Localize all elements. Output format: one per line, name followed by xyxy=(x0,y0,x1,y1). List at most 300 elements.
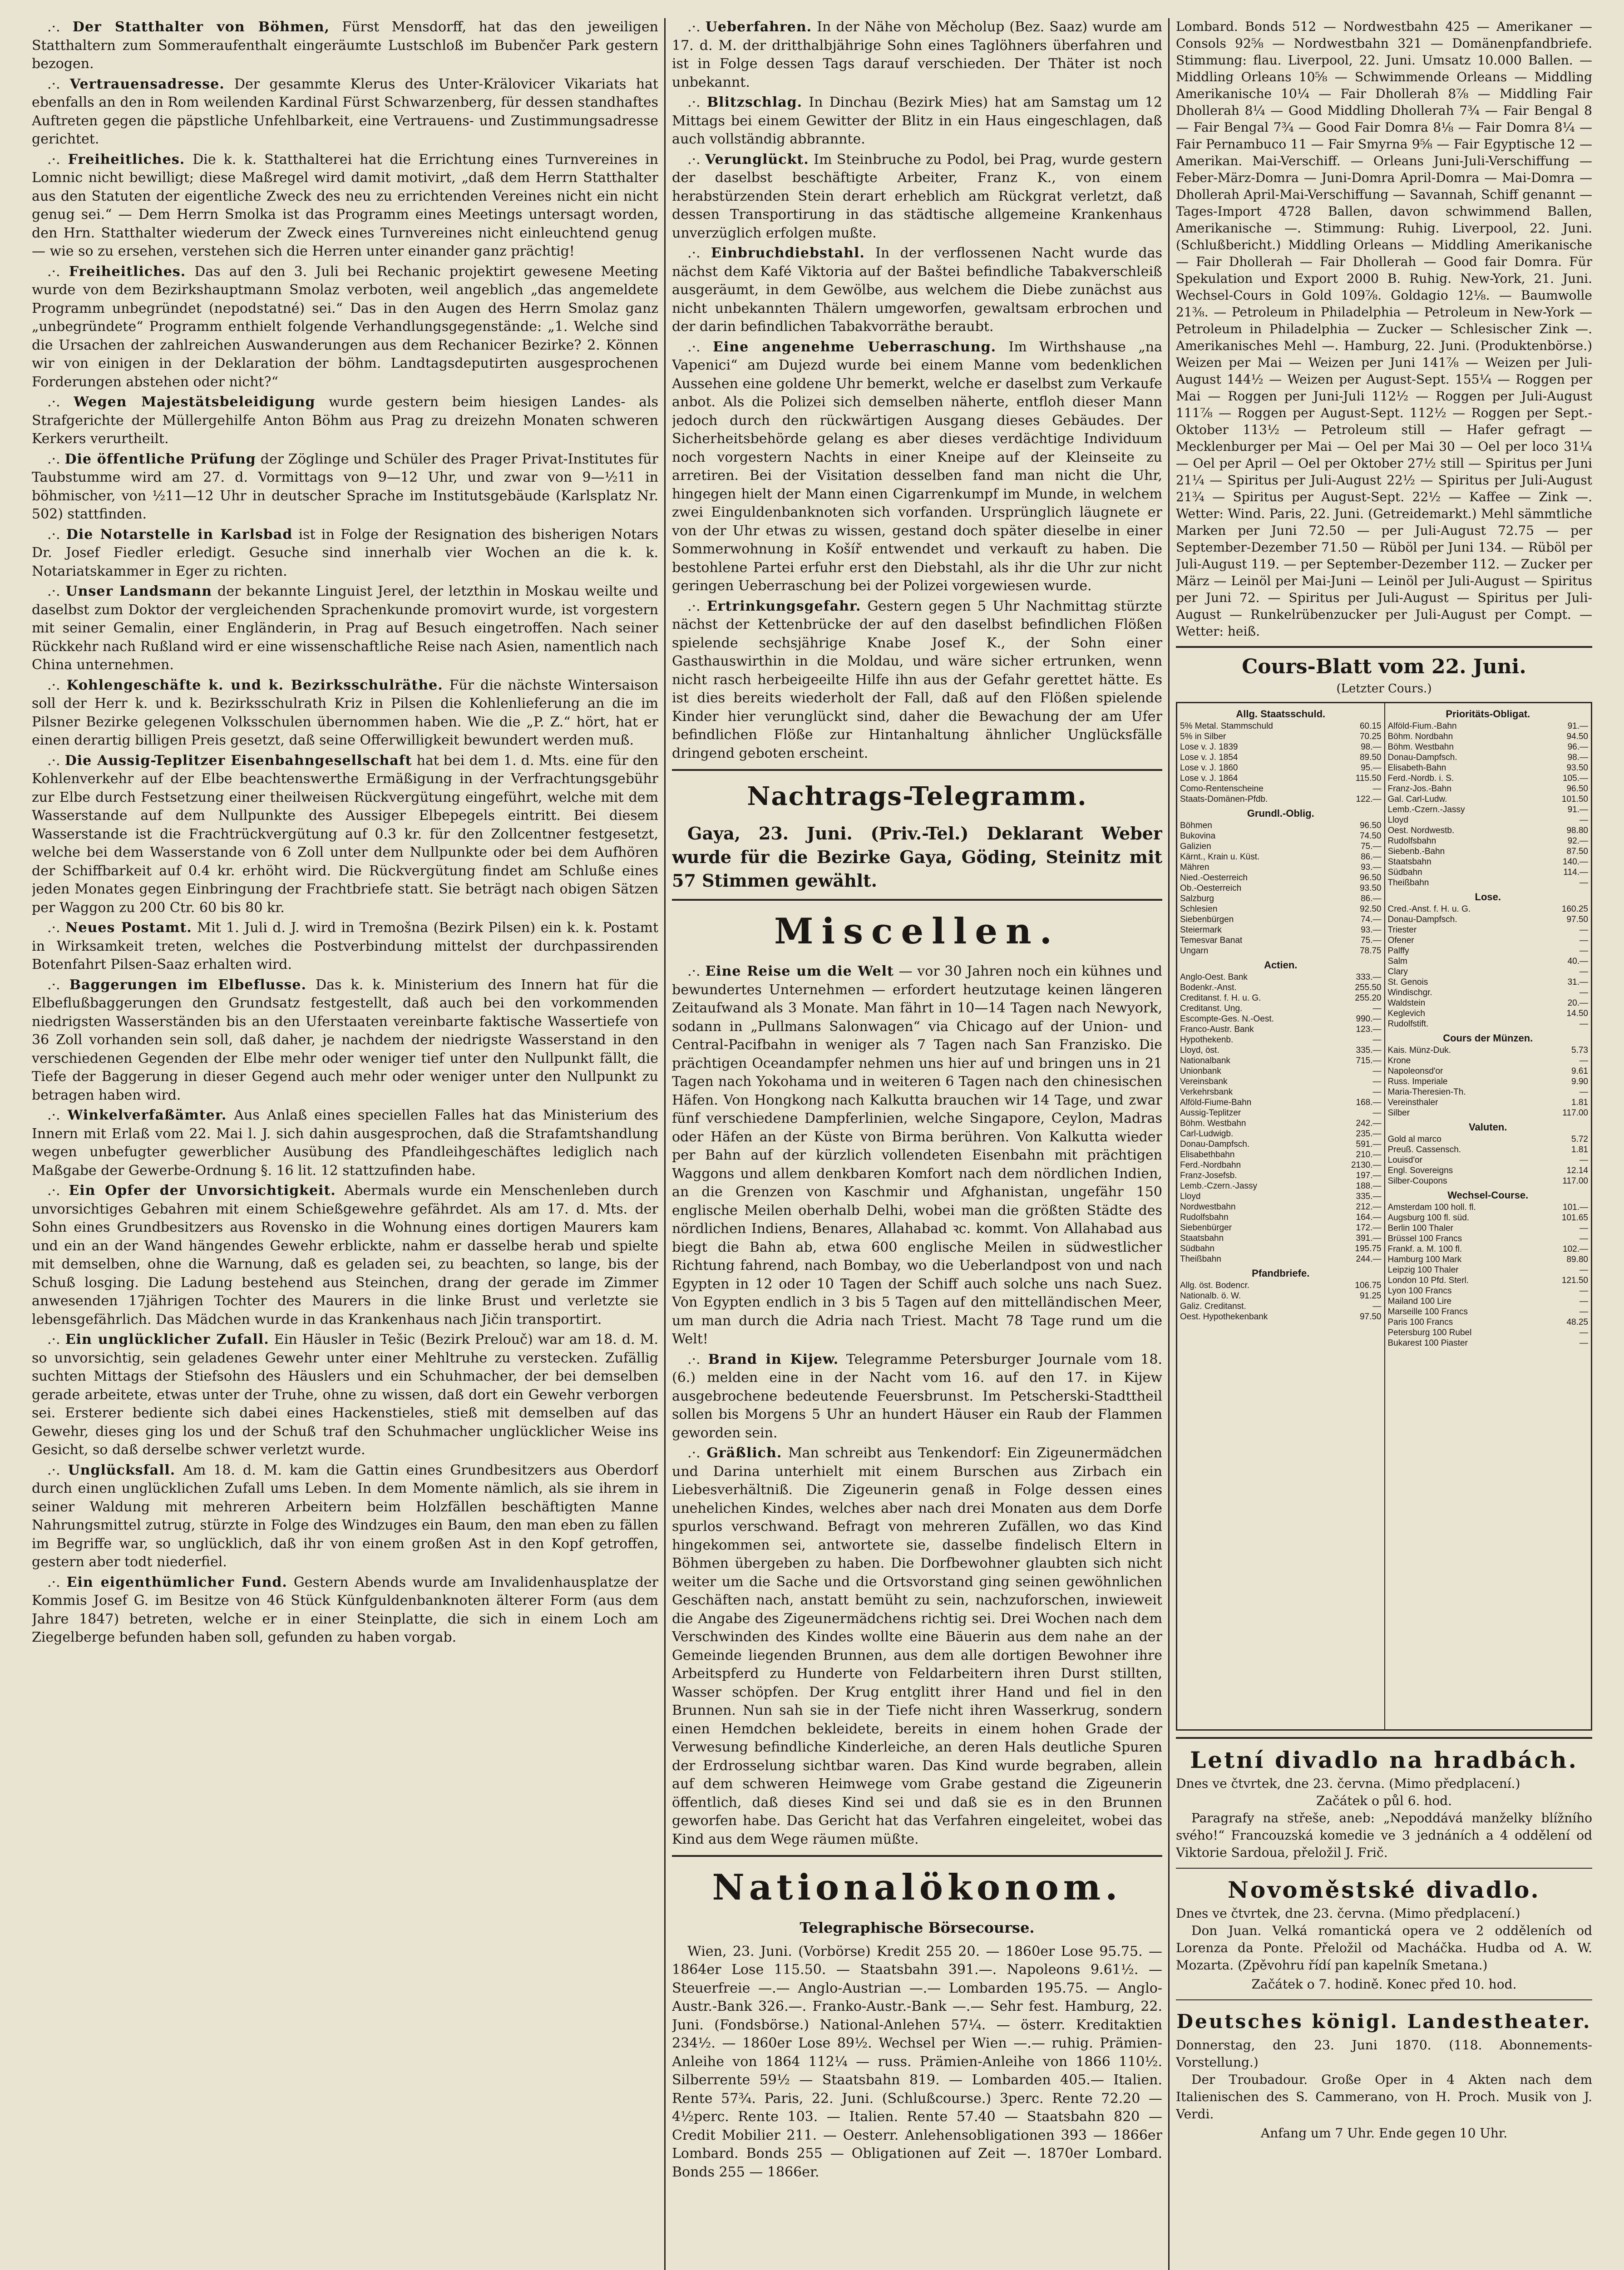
kurs-name: Paris 100 Francs xyxy=(1387,1317,1453,1327)
item-text: Gestern gegen 5 Uhr Nachmittag stürzte nächst der Kettenbrücke der auf den daselbst befindlichen Flößen spielende sechsjährige Knabe Josef K., der Sohn einer Gasthauswirthin in die Moldau, und wäre sicher ertrunken, wenn nicht rasch herbeigeeilte Hilfe ihn aus der Gefahr gerettet hätte. Es ist dies bereits wiederholt der Fall, daß auf den Flößen spielende Kinder hier verunglückt sind, daher die Bewachung der am Ufer befindlichen Flöße zur Hintanhaltung ähnlicher Unglücksfälle dringend geboten erscheint. xyxy=(672,598,1162,761)
kurs-row xyxy=(1388,731,1589,742)
kurs-name: Siebenbürger xyxy=(1180,1223,1232,1233)
kurs-row xyxy=(1180,763,1382,773)
kurs-row xyxy=(1180,752,1382,763)
kurs-name: Nationalbank xyxy=(1180,1056,1230,1066)
item-lead: Kohlengeschäfte k. und k. Bezirksschulräthe. xyxy=(66,677,443,693)
kurs-value: — xyxy=(1580,1286,1588,1296)
kurs-row xyxy=(1388,878,1589,888)
kurs-value: 96.50 xyxy=(1566,784,1588,794)
kurs-row xyxy=(1388,815,1589,825)
section-rule xyxy=(1176,1868,1592,1869)
kurs-name: Vereinsthaler xyxy=(1387,1097,1438,1107)
item-lead: Wegen Majestätsbeleidigung xyxy=(74,394,316,410)
kurs-row xyxy=(1180,1014,1382,1024)
kurs-value: 74.— xyxy=(1361,914,1382,924)
news-item xyxy=(32,393,658,449)
kurs-value: 106.75 xyxy=(1355,1280,1382,1290)
kurs-row xyxy=(1388,825,1589,836)
kurs-row xyxy=(1180,1191,1382,1202)
kurs-value: — xyxy=(1580,1327,1588,1337)
kurs-row xyxy=(1180,1170,1382,1181)
news-item xyxy=(32,582,658,675)
kurs-value: 97.50 xyxy=(1566,914,1588,924)
item-marker: .·. xyxy=(687,1445,707,1461)
kurs-name: Bukarest 100 Piaster xyxy=(1387,1338,1468,1348)
kurs-row xyxy=(1180,993,1382,1003)
kurs-name: Brüssel 100 Francs xyxy=(1387,1234,1462,1244)
item-marker: .·. xyxy=(47,263,69,280)
kurs-value: — xyxy=(1580,1223,1588,1233)
kurs-row xyxy=(1180,1254,1382,1264)
kurs-row xyxy=(1388,1176,1589,1186)
kurs-value: 188.— xyxy=(1356,1181,1382,1191)
kurs-row xyxy=(1180,914,1382,925)
kurs-row xyxy=(1180,1087,1382,1097)
kurs-value: — xyxy=(1580,1234,1588,1244)
kurs-value: 98.80 xyxy=(1566,825,1588,835)
nachtrag-title: Nachtrags-Telegramm. xyxy=(747,781,1087,811)
column-middle xyxy=(672,18,1162,2270)
kurs-value: 172.— xyxy=(1356,1223,1382,1233)
item-text: In Dinchau (Bezirk Mies) hat am Samstag um 12 Mittags bei einem Gewitter der Blitz in ein Haus eingeschlagen, daß auch vollständig abbrannte. xyxy=(672,94,1162,147)
news-item xyxy=(672,597,1162,763)
boerse-subtitle: Telegraphische Börsecourse. xyxy=(800,1919,1035,1936)
kurs-value: 9.90 xyxy=(1571,1076,1588,1086)
kurs-name: Creditanst. Ung. xyxy=(1180,1003,1243,1013)
item-text: Im Wirthshause „na Vapenici“ am Dujezd wurde bei einem Manne vom bedenklichen Aussehen eine goldene Uhr bemerkt, welche er daselbst zum Verkaufe anbot. Als die Polizei sich demselben näherte, entfloh dieser Mann jedoch durch den rückwärtigen Ausgang dieses Gebäudes. Der Sicherheitsbehörde gelang es aber dieses verdächtige Individuum noch vorgestern Nachts in einer Kneipe auf der Kleinseite zu arretiren. Bei der Visitation desselben fand man nicht die Uhr, hingegen hielt der Mann einen Cigarrenkumpf im Munde, in welchem zwei Einguldenbanknoten sich vorfanden. Ursprünglich läugnete er von der Uhr etwas zu wissen, gestand doch später dieselbe in einer Sommerwohnung in Košíř entwendet und verkauft zu haben. Die bestohlene Partei erfuhr erst den Diebstahl, als ihr die Uhr zur nicht geringen Ueberraschung bei der Polizei vorgewiesen wurde. xyxy=(672,339,1162,594)
kurs-value: 335.— xyxy=(1356,1045,1382,1055)
kurs-value: 93.50 xyxy=(1566,763,1588,773)
kurs-value: — xyxy=(1372,1003,1382,1013)
news-item xyxy=(32,526,658,581)
kurs-value: 117.00 xyxy=(1562,1108,1588,1118)
kurs-value: 31.— xyxy=(1567,977,1588,987)
column-local-news xyxy=(32,18,658,2270)
kurs-value: 96.— xyxy=(1567,742,1588,752)
item-lead: Unglücksfall. xyxy=(68,1462,176,1478)
theatre3-body: Der Troubadour. Große Oper in 4 Akten nach dem Italienischen des S. Cammerano, von H. Proch. Musik von J. Verdi. xyxy=(1176,2072,1592,2122)
item-lead: Baggerungen im Elbeflusse. xyxy=(69,977,306,993)
news-item xyxy=(672,151,1162,243)
kurs-name: Böhm. Westbahn xyxy=(1387,742,1454,752)
kurs-value: 101.50 xyxy=(1561,794,1588,804)
news-item xyxy=(672,244,1162,336)
kurs-name: Rudolfsbahn xyxy=(1387,836,1436,846)
kurs-name: Hamburg 100 Mark xyxy=(1387,1254,1462,1264)
column-rule xyxy=(664,18,666,2270)
kurs-row xyxy=(1388,1145,1589,1155)
kurs-value: 990.— xyxy=(1356,1014,1382,1024)
kurs-name: Frankf. a. M. 100 fl. xyxy=(1387,1244,1462,1254)
item-marker: .·. xyxy=(687,19,706,35)
kurs-value: 114.— xyxy=(1563,867,1588,877)
kurs-row xyxy=(1388,846,1589,857)
kurs-name: Lloyd xyxy=(1180,1191,1201,1201)
kurs-name: Lemb.-Czern.-Jassy xyxy=(1387,804,1465,814)
item-lead: Verunglückt. xyxy=(705,151,809,168)
theatre3-title: Deutsches königl. Landestheater. xyxy=(1176,2010,1592,2033)
kurs-value: 591.— xyxy=(1356,1139,1382,1149)
kurs-value: 14.50 xyxy=(1566,1008,1588,1018)
kurs-row xyxy=(1388,794,1589,804)
kurs-row xyxy=(1180,1003,1382,1014)
item-text: Für die nächste Wintersaison soll der Herr k. und k. Bezirksschulrath Kriz in Pilsen die Kohlenlieferung an die im Pilsner Bezirke gelegenen Volksschulen übernommen haben. Wie die „P. Z.“ hört, hat er einen derartig billigen Preis gesetzt, daß seine Offerwilligkeit bewundert werden muß. xyxy=(32,677,658,748)
kurs-row xyxy=(1180,1181,1382,1191)
item-lead: Ein Opfer der Unvorsichtigkeit. xyxy=(69,1183,336,1199)
kurs-name: Creditanst. f. H. u. G. xyxy=(1180,993,1261,1003)
kurs-value: — xyxy=(1372,1066,1382,1076)
item-lead: Ueberfahren. xyxy=(705,19,812,35)
kurs-row xyxy=(1388,857,1589,867)
item-marker: .·. xyxy=(47,977,69,993)
kurs-value: — xyxy=(1580,815,1588,825)
kurs-name: 5% in Silber xyxy=(1180,731,1226,741)
kurs-name: Lemb.-Czern.-Jassy xyxy=(1180,1181,1257,1191)
kurs-value: — xyxy=(1580,1296,1588,1306)
item-text: ist in Folge der Resignation des bisherigen Notars Dr. Josef Fiedler erledigt. Gesuche sind innerhalb vier Wochen an die k. k. Notariatskammer in Eger zu richten. xyxy=(32,526,658,579)
kurs-row xyxy=(1180,1312,1382,1322)
news-item xyxy=(32,1182,658,1329)
item-marker: .·. xyxy=(687,245,711,261)
kurs-value: — xyxy=(1580,1056,1588,1066)
kurs-name: Franco-Austr. Bank xyxy=(1180,1024,1254,1034)
kurs-value: 121.50 xyxy=(1561,1275,1588,1285)
item-text: Am 18. d. M. kam die Gattin eines Grundbesitzers aus Oberdorf durch einen unglücklichen Zufall ums Leben. In dem Momente nämlich, als sie ihrem in seiner Waldung mit mehreren Arbeitern beim Holzfällen beschäftigten Manne Nahrungsmittel zutrug, stürzte in Folge des Windzuges ein Baum, den man eben zu fällen im Begriffe war, so unglücklich, daß ihr von einem großen Ast in den Kopf getroffen, gestern aber todt niederfiel. xyxy=(32,1462,658,1570)
kurs-row xyxy=(1388,721,1589,731)
kurs-row xyxy=(1180,1291,1382,1301)
news-item xyxy=(32,1331,658,1460)
item-lead: Unser Landsmann xyxy=(65,583,212,599)
kurs-name: Lyon 100 Francs xyxy=(1387,1286,1452,1296)
kurs-value: 195.75 xyxy=(1355,1244,1382,1253)
kurs-name: Louisd'or xyxy=(1387,1155,1423,1165)
kurs-row xyxy=(1388,967,1589,977)
kurs-row xyxy=(1180,982,1382,993)
kurs-name: Unionbank xyxy=(1180,1066,1221,1076)
kurs-name: Böhm. Westbahn xyxy=(1180,1118,1246,1128)
kurs-name: Bodenkr.-Anst. xyxy=(1180,982,1237,992)
item-lead: Freiheitliches. xyxy=(68,151,185,168)
kurs-section-head: Grundl.-Oblig. xyxy=(1247,807,1314,819)
kurs-value: 164.— xyxy=(1356,1212,1382,1222)
kurs-name: Engl. Sovereigns xyxy=(1387,1165,1453,1175)
news-item xyxy=(672,962,1162,1349)
kurs-section-head: Lose. xyxy=(1475,891,1501,903)
kurs-value: 242.— xyxy=(1356,1118,1382,1128)
kurs-row xyxy=(1180,1076,1382,1087)
item-marker: .·. xyxy=(47,583,66,599)
kurs-row xyxy=(1180,721,1382,731)
kurs-name: Theißbahn xyxy=(1180,1254,1221,1264)
kurs-value: 91.— xyxy=(1567,804,1588,814)
kurs-name: Hypothekenb. xyxy=(1180,1035,1234,1045)
kurs-row xyxy=(1180,1202,1382,1212)
kurs-row xyxy=(1180,946,1382,956)
kurs-value: 2130.— xyxy=(1351,1160,1382,1170)
kurs-row xyxy=(1388,998,1589,1008)
news-item xyxy=(672,94,1162,149)
kurs-row xyxy=(1180,1244,1382,1254)
kurs-row xyxy=(1388,946,1589,956)
item-text: In der Nähe von Měcholup (Bez. Saaz) wurde am 17. d. M. der dritthalbjährige Sohn eines Taglöhners überfahren und ist in Folge dessen Tags darauf verschieden. Der Thäter ist noch unbekannt. xyxy=(672,19,1162,90)
kurs-name: Donau-Dampfsch. xyxy=(1180,1139,1250,1149)
news-item xyxy=(32,263,658,392)
kurs-name: Mähren xyxy=(1180,862,1209,872)
kurs-name: Kärnt., Krain u. Küst. xyxy=(1180,852,1260,862)
nachtrag-body: Gaya, 23. Juni. (Priv.-Tel.) Deklarant Weber wurde für die Bezirke Gaya, Göding, Steinitz mit 57 Stimmen gewählt. xyxy=(672,823,1162,891)
kurs-name: Gold al marco xyxy=(1387,1134,1441,1144)
kurs-name: Theißbahn xyxy=(1387,878,1429,888)
kurs-name: Lose v. J. 1854 xyxy=(1180,752,1238,762)
kurs-name: Ferd.-Nordb. i. S. xyxy=(1387,773,1454,783)
kurs-row xyxy=(1180,1160,1382,1170)
kurs-value: 93.— xyxy=(1361,925,1382,935)
kurs-name: Franz-Jos.-Bahn xyxy=(1387,784,1451,794)
kurs-value: 95.— xyxy=(1361,763,1382,773)
kurs-value: — xyxy=(1580,1265,1588,1275)
item-text: der bekannte Linguist Jerel, der letzthin in Moskau weilte und daselbst zum Doktor der vergleichenden Sprachenkunde promovirt wurde, ist vorgestern mit seiner Gemalin, einer Engländerin, in Prag auf Besuch eingetroffen. Nach seiner Rückkehr nach Rußland wird er eine wissenschaftliche Reise nach Asien, namentlich nach China unternehmen. xyxy=(32,583,658,673)
section-rule xyxy=(672,899,1162,901)
newspaper-page xyxy=(32,18,1592,2270)
theatre1-body: Paragrafy na střeše, aneb: „Nepoddává manželky blížního svého!“ Francouzská komedie ve 3 jednáních a 4 oddělení od Viktorie Sardoua, přeložil J. Frič. xyxy=(1176,1810,1592,1860)
item-lead: Ertrinkungsgefahr. xyxy=(706,598,861,614)
kurs-name: 5% Metal. Stammschuld xyxy=(1180,721,1273,731)
kurs-right xyxy=(1384,703,1591,1729)
section-rule xyxy=(1176,646,1592,648)
kurs-value: 5.72 xyxy=(1571,1134,1588,1144)
theatre1-title: Letní divadlo na hradbách. xyxy=(1190,1746,1578,1773)
kurs-name: Staatsbahn xyxy=(1387,857,1431,867)
item-lead: Ein eigenthümlicher Fund. xyxy=(66,1574,287,1590)
theatre3-start: Anfang um 7 Uhr. Ende gegen 10 Uhr. xyxy=(1260,2125,1508,2141)
kurs-name: Staatsbahn xyxy=(1180,1233,1224,1243)
kurs-value: 117.00 xyxy=(1562,1176,1588,1186)
kurs-name: Schlesien xyxy=(1180,904,1218,914)
kurs-value: — xyxy=(1580,987,1588,997)
kurs-value: 255.20 xyxy=(1355,993,1382,1003)
news-item xyxy=(672,338,1162,596)
news-item xyxy=(32,676,658,750)
kurs-value: — xyxy=(1580,925,1588,935)
kurs-value: 93.— xyxy=(1361,862,1382,872)
kurs-row xyxy=(1388,1202,1589,1213)
kurs-name: Siebenb.-Bahn xyxy=(1387,846,1445,856)
kurs-name: Amsterdam 100 holl. fl. xyxy=(1387,1202,1476,1212)
kurs-name: Marseille 100 Francs xyxy=(1387,1307,1468,1317)
kurs-value: 89.80 xyxy=(1566,1254,1588,1264)
kurs-row xyxy=(1388,1045,1589,1056)
kurs-value: — xyxy=(1580,878,1588,888)
kurs-name: Südbahn xyxy=(1387,867,1422,877)
kurs-row xyxy=(1180,831,1382,841)
news-item xyxy=(32,1106,658,1180)
kurs-row xyxy=(1388,977,1589,987)
miscellen-items xyxy=(672,962,1162,1849)
kurs-name: Oest. Hypothekenbank xyxy=(1180,1312,1268,1322)
kurs-name: Ofener xyxy=(1387,935,1414,945)
item-text: In der verflossenen Nacht wurde das nächst dem Kafé Viktoria auf der Baštei befindliche Tabakverschleiß ausgeräumt, in dem Gewölbe, aus welchem die Diebe zunächst aus nicht unbekannten Thälern umgeworfen, gewaltsam erbrochen und der darin befindlichen Tabakvorräthe beraubt. xyxy=(672,245,1162,335)
kurs-row xyxy=(1180,873,1382,883)
kurs-row xyxy=(1388,804,1589,815)
kurs-row xyxy=(1180,1097,1382,1108)
kurs-value: — xyxy=(1372,1087,1382,1097)
kurs-row xyxy=(1388,1165,1589,1176)
kurs-value: 140.— xyxy=(1563,857,1588,867)
kurs-name: Krone xyxy=(1387,1056,1411,1066)
kurs-row xyxy=(1180,925,1382,935)
kurs-name: Staats-Domänen-Pfdb. xyxy=(1180,794,1268,804)
kurs-row xyxy=(1180,1024,1382,1035)
kurs-section-head: Prioritäts-Obligat. xyxy=(1446,708,1530,720)
kurs-row xyxy=(1180,784,1382,794)
kurs-row xyxy=(1388,956,1589,967)
kurs-name: Allg. öst. Bodencr. xyxy=(1180,1280,1250,1290)
news-item xyxy=(32,1574,658,1647)
item-marker: .·. xyxy=(47,526,66,543)
item-text: Gestern Abends wurde am Invalidenhausplatze der Kommis Josef G. im Besitze von 46 Stück Künfguldenbanknoten älterer Form (aus dem Jahre 1847) betreten, welche er in einer Steinplatte, die sich in einem Loch am Ziegelberge befunden haben soll, gefunden zu haben vorgab. xyxy=(32,1574,658,1645)
kurs-value: 160.25 xyxy=(1561,904,1588,914)
kurs-row xyxy=(1180,731,1382,742)
kurs-name: Salm xyxy=(1387,956,1407,966)
kurs-value: 1.81 xyxy=(1571,1097,1588,1107)
kurs-name: Ferd.-Nordbahn xyxy=(1180,1160,1241,1170)
kurs-value: 86.— xyxy=(1361,852,1382,862)
kurs-name: Gal. Carl-Ludw. xyxy=(1387,794,1447,804)
kurs-value: 75.— xyxy=(1361,841,1382,851)
kurs-value: 333.— xyxy=(1356,972,1382,982)
item-lead: Blitzschlag. xyxy=(706,94,803,110)
column-rule xyxy=(1168,18,1170,2270)
kurs-row xyxy=(1388,1317,1589,1327)
kurs-name: Lose v. J. 1864 xyxy=(1180,773,1238,783)
item-marker: .·. xyxy=(47,151,68,168)
news-item xyxy=(32,752,658,918)
item-lead: Freiheitliches. xyxy=(69,263,186,280)
kurs-row xyxy=(1388,836,1589,846)
item-text: Im Steinbruche zu Podol, bei Prag, wurde gestern der daselbst beschäftigte Arbeiter, Franz K., von einem herabstürzenden Stein derart erheblich am Rückgrat verletzt, daß dessen Transportirung in das städtische allgemeine Krankenhaus unverzüglich erfolgen mußte. xyxy=(672,151,1162,241)
item-text: Mit 1. Juli d. J. wird in Tremošna (Bezirk Pilsen) ein k. k. Postamt in Wirksamkeit treten, welches die Postverbindung mittelst der durchpassirenden Botenfahrt Pilsen-Saaz erhalten wird. xyxy=(32,920,658,972)
kurs-name: Elisabeth-Bahn xyxy=(1387,763,1446,773)
miscellen-title: Miscellen. xyxy=(774,911,1060,952)
kurs-row xyxy=(1388,1327,1589,1338)
kurs-name: Keglevich xyxy=(1387,1008,1425,1018)
item-lead: Gräßlich. xyxy=(706,1445,782,1461)
kurs-value: 115.50 xyxy=(1355,773,1382,783)
kurs-value: 101.65 xyxy=(1561,1213,1588,1223)
kurs-row xyxy=(1180,1066,1382,1076)
kurs-value: 48.25 xyxy=(1566,1317,1588,1327)
item-marker: .·. xyxy=(47,1332,65,1347)
kurs-name: Clary xyxy=(1387,967,1408,977)
kurs-value: 40.— xyxy=(1567,956,1588,966)
kurs-value: 210.— xyxy=(1356,1150,1382,1160)
item-marker: .·. xyxy=(47,752,65,769)
news-item xyxy=(32,976,658,1105)
kurs-name: Lloyd, öst. xyxy=(1180,1045,1219,1055)
theatre3-date: Donnerstag, den 23. Juni 1870. (118. Abonnements-Vorstellung.) xyxy=(1176,2037,1592,2070)
kurs-name: London 10 Pfd. Sterl. xyxy=(1387,1275,1469,1285)
kurs-value: 197.— xyxy=(1356,1170,1382,1180)
kurs-row xyxy=(1388,1275,1589,1286)
kurs-name: Petersburg 100 Rubel xyxy=(1387,1327,1472,1337)
item-lead: Neues Postamt. xyxy=(65,920,192,936)
item-text: hat bei dem 1. d. Mts. eine für den Kohlenverkehr auf der Elbe beachtenswerthe Ermäßigung in der Verfrachtungsgebühr zur Elbe durch Festsetzung einer theilweisen Rückvergütung eingeführt, welche mit dem Wasserstande auf dem Nullpunkte des Aussiger Elbepegels eintritt. Bei diesem Wasserstande ist die Frachtrückvergütung auf 0.3 kr. für den Zollcentner festgesetzt, welche bei dem Wasserstande von 6 Zoll unter dem Nullpunkte oder bei dem Aufhören der Schiffbarkeit auf 0.4 kr. erhöht wird. Die Rückvergütung findet am Schluße eines jeden Monates gegen Einbringung der Frachtbriefe statt. Sie beträgt nach obigen Sätzen per Waggon zu 200 Ctr. 60 bis 80 kr. xyxy=(32,752,658,916)
item-marker: .·. xyxy=(687,94,707,110)
kurs-value: — xyxy=(1580,935,1588,945)
kurs-name: Südbahn xyxy=(1180,1244,1215,1253)
kurs-value: 91.25 xyxy=(1359,1291,1382,1301)
kurs-row xyxy=(1388,935,1589,946)
news-item xyxy=(32,151,658,261)
news-item xyxy=(672,18,1162,92)
kurs-name: Palffy xyxy=(1387,946,1409,956)
kurs-value: — xyxy=(1372,1301,1382,1311)
kurs-row xyxy=(1388,867,1589,878)
item-marker: .·. xyxy=(47,920,66,936)
kurs-row xyxy=(1388,1265,1589,1275)
kurs-value: 96.50 xyxy=(1359,873,1382,883)
kurs-row xyxy=(1388,1155,1589,1165)
kurs-name: Verkehrsbank xyxy=(1180,1087,1233,1097)
kurs-row xyxy=(1180,820,1382,831)
kurs-row xyxy=(1388,1066,1589,1076)
kurs-value: 1.81 xyxy=(1571,1145,1588,1155)
kurs-row xyxy=(1388,1097,1589,1108)
kurs-section-head: Allg. Staatsschuld. xyxy=(1236,708,1326,720)
kurs-section-head: Actien. xyxy=(1264,959,1298,971)
kurs-row xyxy=(1388,773,1589,784)
kurs-value: 5.73 xyxy=(1571,1045,1588,1055)
kurs-name: Aussig-Teplitzer xyxy=(1180,1108,1241,1118)
kurs-row xyxy=(1388,784,1589,794)
kurs-name: Napoleonsd'or xyxy=(1387,1066,1443,1076)
kurs-name: Silber xyxy=(1387,1108,1410,1118)
kurs-section-head: Pfandbriefe. xyxy=(1252,1267,1310,1279)
kurs-value: — xyxy=(1372,1035,1382,1045)
kurs-value: 212.— xyxy=(1356,1202,1382,1212)
item-lead: Der Statthalter von Böhmen, xyxy=(72,19,330,35)
kurs-row xyxy=(1180,893,1382,904)
kurs-row xyxy=(1180,794,1382,804)
item-marker: .·. xyxy=(47,1107,68,1123)
item-lead: Brand in Kijew. xyxy=(708,1351,839,1367)
column-markets xyxy=(1176,18,1592,2270)
kurs-value: 70.25 xyxy=(1359,731,1382,741)
kurs-value: 89.50 xyxy=(1359,752,1382,762)
item-marker: .·. xyxy=(687,339,713,355)
kurs-row xyxy=(1180,1118,1382,1129)
kurs-row xyxy=(1388,1286,1589,1296)
kurs-name: Kais. Münz-Duk. xyxy=(1387,1045,1451,1055)
kurs-value: 92.50 xyxy=(1359,904,1382,914)
theatre1-block xyxy=(1176,1775,1592,1861)
kurs-name: Alföld-Fium.-Bahn xyxy=(1387,721,1457,731)
item-marker: .·. xyxy=(47,451,65,467)
kurs-name: Augsburg 100 fl. süd. xyxy=(1387,1213,1470,1223)
item-lead: Ein unglücklicher Zufall. xyxy=(65,1332,269,1347)
kurs-value: — xyxy=(1372,784,1382,794)
kurs-value: 391.— xyxy=(1356,1233,1382,1243)
news-item xyxy=(32,919,658,974)
item-lead: Winkelverfaßämter. xyxy=(67,1107,227,1123)
item-text: Ein Häusler in Tešic (Bezirk Prelouč) war am 18. d. M. so unvorsichtig, sein geladenes Gewehr unter einer Mehltruhe zu verstecken. Zufällig suchten Mittags der Stiefsohn des Häuslers und ein Schuhmacher, der bei demselben gerade arbeitete, etwas unter der Truhe, ohne zu wissen, daß dort ein Gewehr verborgen sei. Ersterer bediente sich dabei eines Hackenstieles, stieß mit demselben auf das Gewehr, dieses ging los und der Schuß traf den Schuhmacher unglücklicher Weise ins Gesicht, so daß derselbe schwer verletzt wurde. xyxy=(32,1332,658,1458)
kurs-row xyxy=(1388,1244,1589,1254)
kurs-row xyxy=(1388,925,1589,935)
kurs-title: Cours-Blatt vom 22. Juni. xyxy=(1242,655,1526,678)
kurs-row xyxy=(1180,1301,1382,1312)
kurs-name: Rudolfsbahn xyxy=(1180,1212,1229,1222)
